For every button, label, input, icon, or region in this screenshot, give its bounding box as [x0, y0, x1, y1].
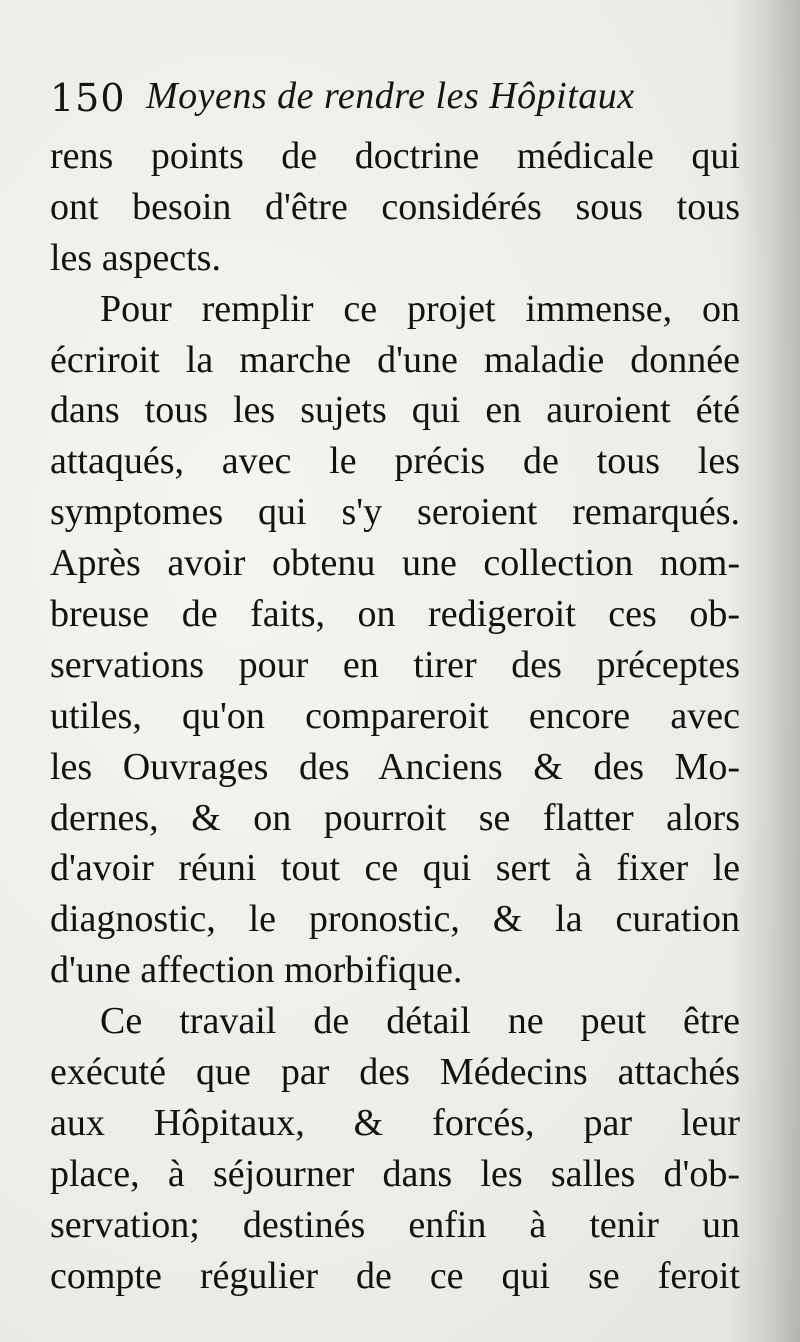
body-text: [50, 131, 740, 1301]
text-line: symptomes qui s'y seroient remarqués.: [50, 491, 740, 534]
text-line: attaqués, avec le précis de tous les: [50, 440, 740, 483]
text-line: breuse de faits, on redigeroit ces ob-: [50, 593, 740, 636]
text-line: exécuté que par des Médecins attachés: [50, 1051, 740, 1094]
text-line: dernes, & on pourroit se flatter alors: [50, 796, 740, 839]
text-line: utiles, qu'on compareroit encore avec: [50, 694, 740, 737]
text-line: diagnostic, le pronostic, & la curation: [50, 898, 740, 941]
page-number: 150: [50, 76, 126, 120]
text-line: servations pour en tirer des préceptes: [50, 643, 740, 686]
text-line: dans tous les sujets qui en auroient été: [50, 389, 740, 432]
paragraph-first-line: Ce travail de détail ne peut être: [100, 1000, 740, 1043]
text-line: d'avoir réuni tout ce qui sert à fixer le: [50, 847, 740, 890]
text-line: place, à séjourner dans les salles d'ob-: [50, 1152, 740, 1195]
text-line: d'une affection morbifique.: [50, 949, 463, 992]
running-head: [50, 74, 750, 130]
text-line: servation; destinés enfin à tenir un: [50, 1203, 740, 1246]
text-line: ont besoin d'être considérés sous tous: [50, 185, 740, 228]
running-title: Moyens de rendre les Hôpitaux: [146, 75, 635, 117]
text-line: les aspects.: [50, 236, 221, 279]
text-line: les Ouvrages des Anciens & des Mo-: [50, 745, 740, 788]
text-line: écriroit la marche d'une maladie donnée: [50, 338, 740, 381]
text-line: compte régulier de ce qui se feroit: [50, 1254, 740, 1297]
text-line: Après avoir obtenu une collection nom-: [50, 542, 740, 585]
text-line: aux Hôpitaux, & forcés, par leur: [50, 1101, 740, 1144]
text-line: rens points de doctrine médicale qui: [50, 135, 740, 177]
paragraph-first-line: Pour remplir ce projet immense, on: [100, 287, 740, 330]
